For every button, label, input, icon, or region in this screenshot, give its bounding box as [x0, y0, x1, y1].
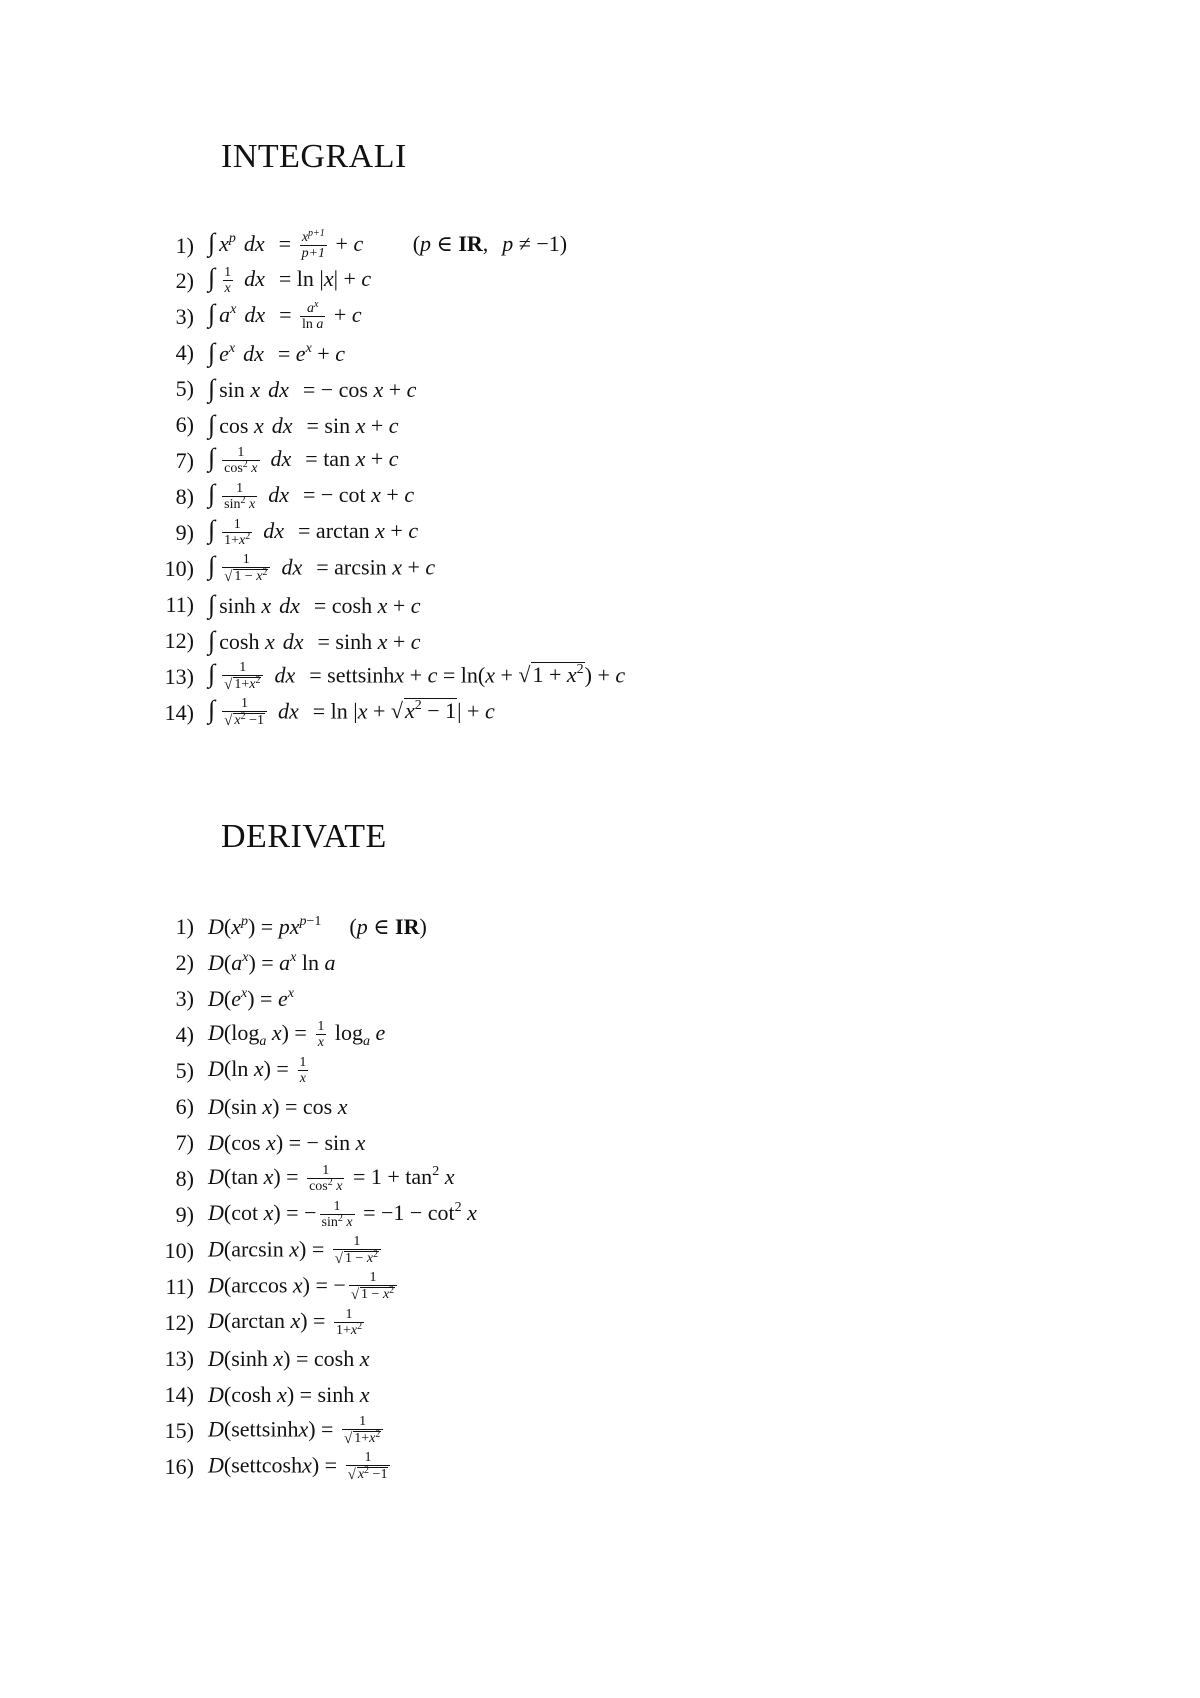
derivative-formula: D(tan x) = $\frac{1}{\cos^2 x}$ = $1 + \tan^2 x$	[208, 1163, 455, 1194]
derivative-row-10	[0, 1234, 1200, 1268]
derivative-row-11	[0, 1270, 1200, 1304]
integral-number: 11)	[165, 592, 194, 617]
derivative-row-3	[0, 982, 1200, 1016]
derivative-formula: $D(a^x) = a^x$ ln a	[208, 950, 336, 975]
derivative-number: 10)	[164, 1238, 194, 1263]
integral-formula: ∫ $a^x$ dx = $\frac{a^x}{\text{ln a}}$ + c	[208, 299, 362, 332]
integral-row-10	[0, 552, 1200, 586]
integral-formula: ∫ $\frac{1}{\cos^2 x}$ dx = tan x + c	[208, 443, 399, 476]
derivative-row-8	[0, 1162, 1200, 1196]
derivative-formula: D(arcsin x) = 1 √ $1 - x^2$	[208, 1235, 384, 1268]
integral-row-2	[0, 264, 1200, 298]
integral-number: 12)	[164, 628, 194, 653]
integral-formula: ∫ sin x dx = − cos x + c	[208, 373, 417, 403]
integral-formula: ∫ cosh x dx = sinh x + c	[208, 625, 421, 655]
derivative-number: 9)	[175, 1202, 194, 1227]
integral-row-11	[0, 588, 1200, 622]
derivative-row-13	[0, 1342, 1200, 1376]
derivative-formula: D(settcoshx) = 1 √ $x^2 -1$	[208, 1451, 393, 1484]
integral-row-3	[0, 300, 1200, 334]
derivative-number: 12)	[164, 1310, 194, 1335]
derivative-formula: D(sinh x) = cosh x	[208, 1346, 370, 1371]
integral-formula: ∫ $e^x$ dx = $e^x + c$	[208, 337, 345, 367]
integral-number: 6)	[175, 412, 194, 437]
integral-formula: ∫ sinh x dx = cosh x + c	[208, 589, 421, 619]
derivative-number: 13)	[164, 1346, 194, 1371]
derivative-row-14	[0, 1378, 1200, 1412]
derivative-number: 14)	[164, 1382, 194, 1407]
derivative-formula: D(cosh x) = sinh x	[208, 1382, 370, 1407]
integral-formula: ∫ $\frac{1}{x}$ dx = ln |x| + c	[208, 263, 372, 296]
integral-row-13	[0, 660, 1200, 694]
integral-formula: ∫ $\frac{1}{1+x^2}$ dx = arctan x + c	[208, 515, 419, 548]
derivative-formula: D(cos x) = − sin x	[208, 1130, 366, 1155]
integrali-title: INTEGRALI	[221, 138, 407, 175]
integral-row-14	[0, 696, 1200, 730]
integral-number: 3)	[175, 304, 194, 329]
derivative-formula: $D(\log_a$ x) = $\frac{1}{x}$ $\log_a e$	[208, 1019, 386, 1050]
integral-row-12	[0, 624, 1200, 658]
integral-number: 7)	[175, 448, 194, 473]
integral-number: 2)	[175, 268, 194, 293]
integral-formula: ∫ $x^p$ dx = $\frac{x^{p+1}}{p+1}$ + c (p ∈ IR, p ≠ −1)	[208, 228, 568, 261]
derivative-formula: D(ln x) = $\frac{1}{x}$	[208, 1055, 307, 1086]
derivative-number: 5)	[175, 1058, 194, 1083]
derivative-formula: D(sin x) = cos x	[208, 1094, 348, 1119]
derivative-number: 1)	[175, 914, 194, 939]
derivative-row-1	[0, 910, 1200, 944]
derivative-number: 6)	[175, 1094, 194, 1119]
derivative-row-4	[0, 1018, 1200, 1052]
integral-row-1	[0, 229, 1200, 263]
derivate-title: DERIVATE	[221, 818, 387, 855]
derivative-row-2	[0, 946, 1200, 980]
integral-number: 5)	[175, 376, 194, 401]
integral-formula: ∫ $\frac{1}{\sin^2 x}$ dx = − cot x + c	[208, 479, 415, 512]
derivative-formula: D(arctan x) = $\frac{1}{1+x^2}$	[208, 1307, 363, 1338]
derivative-number: 16)	[164, 1454, 194, 1479]
derivative-row-6	[0, 1090, 1200, 1124]
derivative-row-7	[0, 1126, 1200, 1160]
integral-row-5	[0, 372, 1200, 406]
integral-number: 9)	[175, 520, 194, 545]
derivative-row-9	[0, 1198, 1200, 1232]
derivative-number: 8)	[175, 1166, 194, 1191]
derivative-row-5	[0, 1054, 1200, 1088]
derivative-number: 11)	[165, 1274, 194, 1299]
derivative-row-12	[0, 1306, 1200, 1340]
integral-number: 13)	[164, 664, 194, 689]
derivative-number: 2)	[175, 950, 194, 975]
derivative-number: 15)	[164, 1418, 194, 1443]
integral-row-9	[0, 516, 1200, 550]
integral-row-8	[0, 480, 1200, 514]
derivative-number: 3)	[175, 986, 194, 1011]
derivative-formula: D(settsinhx) = 1 √ $1+x^2$	[208, 1415, 386, 1448]
derivative-number: 7)	[175, 1130, 194, 1155]
derivative-row-16	[0, 1450, 1200, 1484]
integral-formula: ∫ 1 √ $1 - x^2$ dx = arcsin x + c	[208, 551, 436, 586]
integral-number: 14)	[164, 700, 194, 725]
integral-number: 4)	[175, 340, 194, 365]
derivative-formula: $D(x^p) = px^{p-1}$ (p ∈ IR)	[208, 914, 427, 939]
integral-number: 1)	[175, 233, 194, 258]
derivative-formula: D(arccos x) = − 1 √ $1 - x^2$	[208, 1271, 400, 1304]
integral-formula: ∫ 1 √ $x^2 -1$ dx = ln |x + √ $x^2 - 1$ | + c	[208, 695, 495, 730]
integral-formula: ∫ 1 √ $1+x^2$ dx = settsinhx + c = ln(x + √ $1 + x^2$ ) + c	[208, 659, 626, 694]
integral-formula: ∫ cos x dx = sin x + c	[208, 409, 399, 439]
integral-number: 8)	[175, 484, 194, 509]
integral-row-6	[0, 408, 1200, 442]
integral-row-4	[0, 336, 1200, 370]
integral-row-7	[0, 444, 1200, 478]
derivative-row-15	[0, 1414, 1200, 1448]
integral-number: 10)	[164, 556, 194, 581]
derivative-number: 4)	[175, 1022, 194, 1047]
derivative-formula: D(cot x) = − $\frac{1}{\sin^2 x}$ = $-1 - \cot^2 x$	[208, 1199, 477, 1230]
derivative-formula: $D(e^x) = e^x$	[208, 986, 294, 1011]
